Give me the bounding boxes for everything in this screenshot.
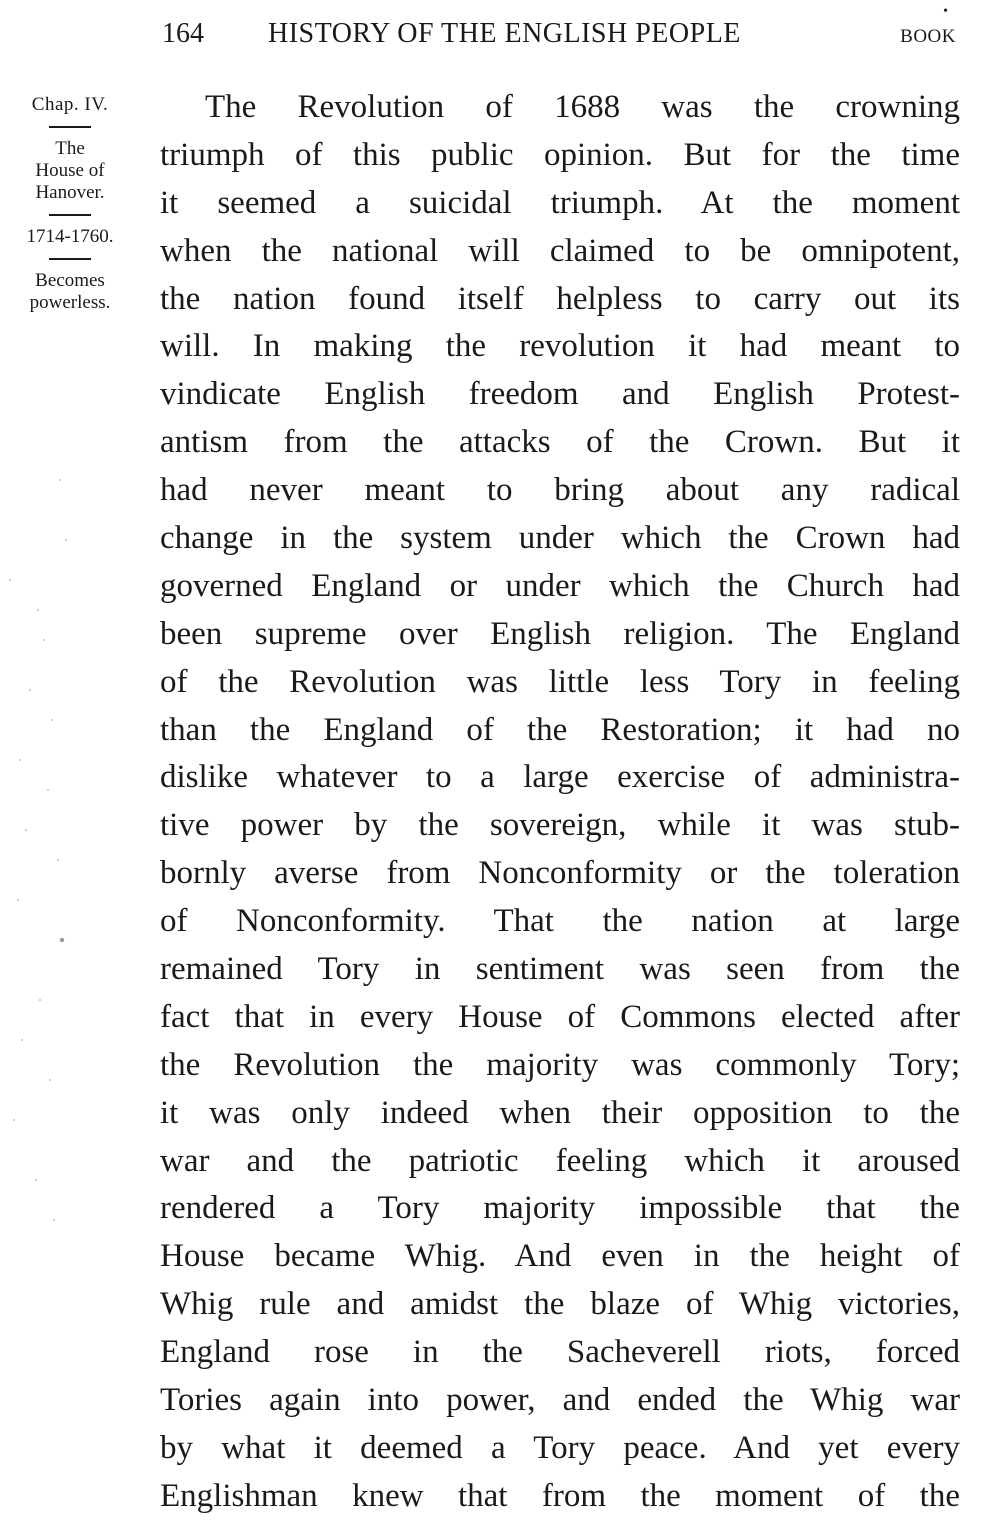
text-line: England rose in the Sacheverell riots, forced (160, 1334, 960, 1371)
margin-notes (6, 94, 134, 314)
subtopic-note (6, 270, 134, 314)
text-line: governed England or under which the Church had (160, 567, 960, 604)
text-line: will. In making the revolution it had meant to (160, 328, 960, 365)
text-line: The Revolution of 1688 was the crowning (205, 89, 960, 125)
page-header (160, 4, 960, 54)
text-line: of Nonconformity. That the nation at large (160, 903, 960, 940)
text-line: war and the patriotic feeling which it aroused (160, 1142, 960, 1179)
text-line: by what it deemed a Tory peace. And yet every (160, 1429, 960, 1466)
text-line: when the national will claimed to be omnipotent, (160, 232, 960, 269)
text-line: it seemed a suicidal triumph. At the moment (160, 184, 960, 221)
body-text (160, 84, 960, 1521)
margin-divider (49, 258, 91, 260)
text-line: House became Whig. And even in the height of (160, 1238, 960, 1275)
text-line: the Revolution the majority was commonly Tory; (160, 1046, 960, 1083)
ink-mark-icon: • (943, 4, 948, 19)
text-line: change in the system under which the Crown had (160, 520, 960, 557)
text-line: tive power by the sovereign, while it was stub- (160, 807, 960, 844)
margin-divider (49, 214, 91, 216)
section-heading-line: The (55, 138, 85, 159)
chapter-label: Chap. IV. (31, 94, 109, 115)
text-line: fact that in every House of Commons elected after (160, 998, 960, 1035)
text-line: than the England of the Restoration; it had no (160, 711, 960, 748)
text-line: Englishman knew that from the moment of the (160, 1477, 960, 1514)
text-line: it was only indeed when their opposition to the (160, 1094, 960, 1131)
text-line: rendered a Tory majority impossible that the (160, 1190, 960, 1227)
book-label: BOOK (900, 26, 956, 47)
text-line: Tories again into power, and ended the Whig war (160, 1382, 960, 1419)
text-line: vindicate English freedom and English Protest- (160, 376, 960, 413)
section-heading-line: House of (35, 160, 105, 181)
text-line: bornly averse from Nonconformity or the toleration (160, 855, 960, 892)
page-number: 164 (162, 18, 204, 49)
section-heading (6, 138, 134, 204)
text-line: of the Revolution was little less Tory in feeling (160, 663, 960, 700)
running-title: HISTORY OF THE ENGLISH PEOPLE (268, 18, 741, 49)
margin-divider (49, 126, 91, 128)
subtopic-line: Becomes (35, 270, 105, 291)
text-line: antism from the attacks of the Crown. But it (160, 424, 960, 461)
text-line: dislike whatever to a large exercise of administra- (160, 759, 960, 796)
text-line: remained Tory in sentiment was seen from the (160, 951, 960, 988)
text-line: Whig rule and amidst the blaze of Whig victories, (160, 1286, 960, 1323)
text-line: triumph of this public opinion. But for the time (160, 136, 960, 173)
subtopic-line: powerless. (29, 292, 111, 313)
text-line: the nation found itself helpless to carry out its (160, 280, 960, 317)
text-line: had never meant to bring about any radical (160, 472, 960, 509)
date-range: 1714-1760. (26, 226, 114, 247)
section-heading-line: Hanover. (35, 182, 105, 203)
text-line: been supreme over English religion. The England (160, 615, 960, 652)
